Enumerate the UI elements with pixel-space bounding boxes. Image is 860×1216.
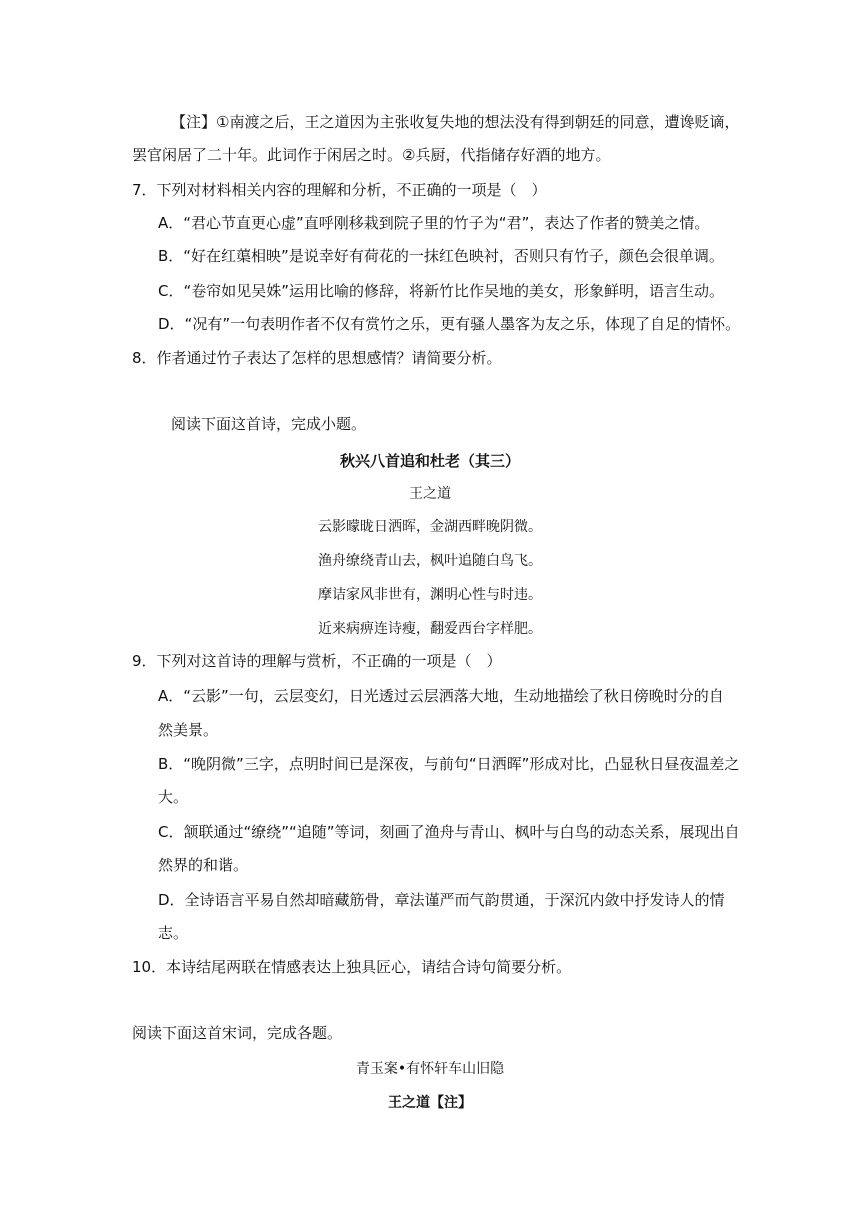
poem-1-author: 王之道 [409, 486, 451, 502]
question-7-option-a: A．“君心节直更心虚”直呼刚移栽到院子里的竹子为“君”，表达了作者的赞美之情。 [158, 214, 710, 232]
question-9-option-b-line-1: B．“晚阴微”三字，点明时间已是深夜，与前句“日洒晖”形成对比，凸显秋日昼夜温差之 [158, 755, 740, 773]
question-9-option-a-line-2: 然美景。 [158, 721, 219, 739]
question-7-option-b: B．“好在红蕖相映”是说幸好有荷花的一抹红色映衬，否则只有竹子，颜色会很单调。 [158, 247, 724, 265]
poem-2-title: 青玉案•有怀轩车山旧隐 [355, 1061, 505, 1077]
poem-1-line-3: 摩诘家风非世有，渊明心性与时违。 [318, 587, 542, 603]
question-7-option-d: D．“况有”一句表明作者不仅有赏竹之乐，更有骚人墨客为友之乐，体现了自足的情怀。 [158, 315, 741, 333]
poem-1-line-4: 近来病痹连诗瘦，翻爱西台字样肥。 [318, 621, 542, 637]
poem-1-title: 秋兴八首追和杜老（其三） [339, 452, 520, 470]
question-9-option-d-line-1: D．全诗语言平易自然却暗藏筋骨，章法谨严而气韵贯通，于深沉内敛中抒发诗人的情 [158, 891, 725, 909]
note-line-1: 【注】①南渡之后，王之道因为主张收复失地的想法没有得到朝廷的同意，遭谗贬谪， [171, 113, 740, 131]
poem-1-line-2: 渔舟缭绕青山去，枫叶追随白鸟飞。 [318, 553, 542, 569]
question-9-option-d-line-2: 志。 [158, 924, 189, 942]
note-line-2: 罢官闲居了二十年。此词作于闲居之时。②兵厨，代指储存好酒的地方。 [132, 146, 611, 164]
poem-2-author: 王之道【注】 [388, 1095, 472, 1111]
question-9-option-b-line-2: 大。 [158, 788, 189, 806]
question-8-stem: 8．作者通过竹子表达了怎样的思想感情？请简要分析。 [132, 349, 502, 367]
poem-2-intro: 阅读下面这首宋词，完成各题。 [132, 1024, 343, 1042]
question-7-option-c: C．“卷帘如见吴姝”运用比喻的修辞，将新竹比作吴地的美女，形象鲜明，语言生动。 [158, 282, 725, 300]
question-7-stem: 7．下列对材料相关内容的理解和分析，不正确的一项是（ ） [132, 181, 547, 199]
poem-1-intro: 阅读下面这首诗，完成小题。 [171, 415, 367, 433]
question-9-option-c-line-2: 然界的和谐。 [158, 856, 249, 874]
poem-1-line-1: 云影曚昽日洒晖，金湖西畔晚阴微。 [318, 519, 542, 535]
question-9-option-c-line-1: C．颔联通过“缭绕”“追随”等词，刻画了渔舟与青山、枫叶与白鸟的动态关系，展现出自 [158, 823, 740, 841]
question-10-stem: 10．本诗结尾两联在情感表达上独具匠心，请结合诗句简要分析。 [132, 958, 572, 976]
question-9-option-a-line-1: A．“云影”一句，云层变幻，日光透过云层洒落大地，生动地描绘了秋日傍晚时分的自 [158, 687, 724, 705]
question-9-stem: 9．下列对这首诗的理解与赏析，不正确的一项是（ ） [132, 652, 502, 670]
